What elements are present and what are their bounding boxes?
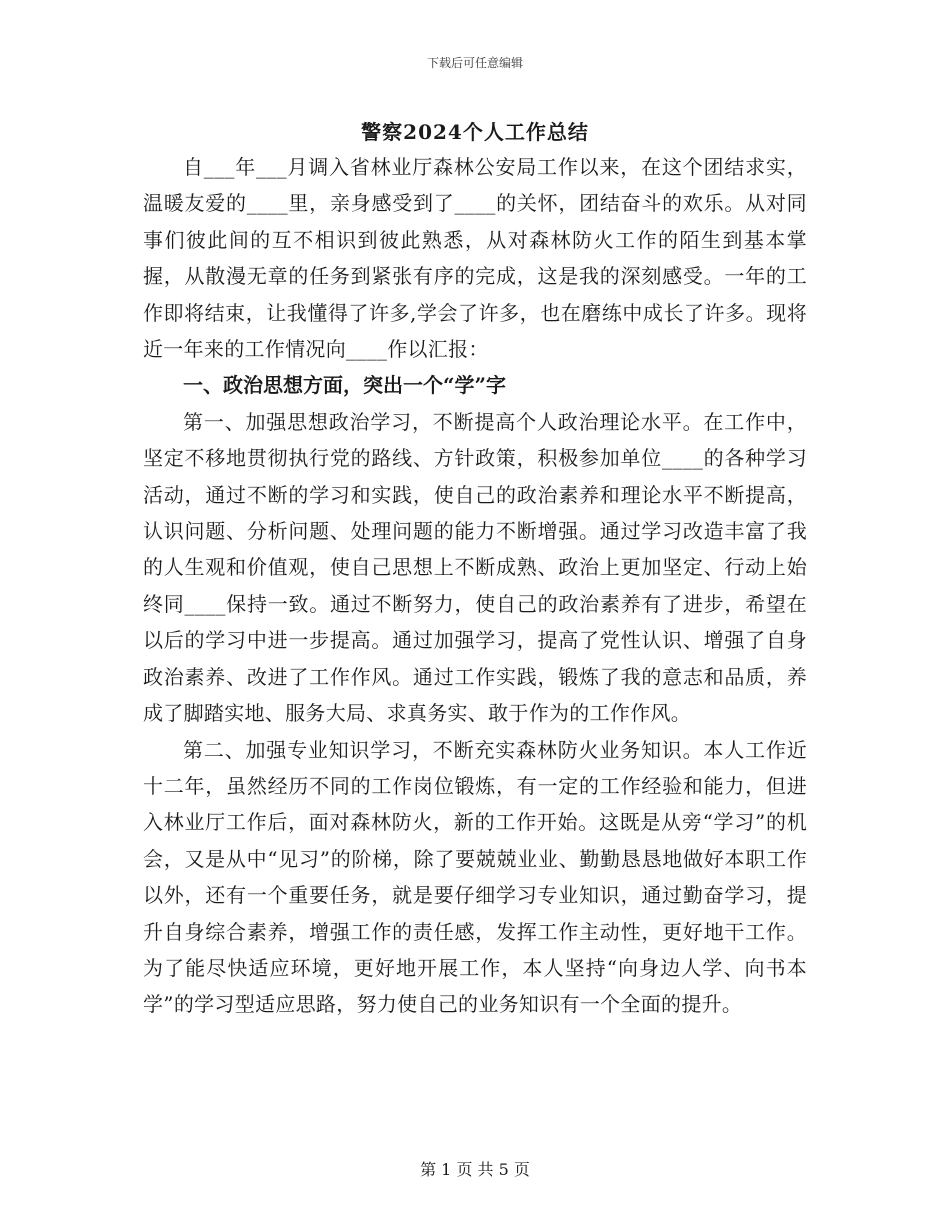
body-paragraph-2: 第二、加强专业知识学习，不断充实森林防火业务知识。本人工作近十二年，虽然经历不同的工作岗位锻炼，有一定的工作经验和能力，但进入林业厅工作后，面对森林防火，新的工作开始。这既是从旁“学习”的机会，又是从中“见习”的阶梯，除了要兢兢业业、勤勤恳恳地做好本职工作以外，还有一个重要任务，就是要仔细学习专业知识，通过勤奋学习，提升自身综合素养，增强工作的责任感，发挥工作主动性，更好地干工作。为了能尽快适应环境，更好地开展工作，本人坚持“向身边人学、向书本学”的学习型适应思路，努力使自己的业务知识有一个全面的提升。 [143,737,807,1017]
document-body [143,149,807,1023]
body-paragraph-1: 第一、加强思想政治学习，不断提高个人政治理论水平。在工作中，坚定不移地贯彻执行党的路线、方针政策，积极参加单位____的各种学习活动，通过不断的学习和实践，使自己的政治素养和理论水平不断提高，认识问题、分析问题、处理问题的能力不断增强。通过学习改造丰富了我的人生观和价值观，使自己思想上不断成熟、政治上更加坚定、行动上始终同____保持一致。通过不断努力，使自己的政治素养有了进步，希望在以后的学习中进一步提高。通过加强学习，提高了党性认识、增强了自身政治素养、改进了工作作风。通过工作实践，锻炼了我的意志和品质，养成了脚踏实地、服务大局、求真务实、敢于作为的工作作风。 [143,409,807,726]
section-heading: 一、政治思想方面，突出一个“学”字 [183,373,507,398]
intro-paragraph: 自___年___月调入省林业厅森林公安局工作以来，在这个团结求实，温暖友爱的____里，亲身感受到了____的关怀，团结奋斗的欢乐。从对同事们彼此间的互不相识到彼此熟悉，从对森林防火工作的陌生到基本掌握，从散漫无章的任务到紧张有序的完成，这是我的深刻感受。一年的工作即将结束，让我懂得了许多,学会了许多，也在磨练中成长了许多。现将近一年来的工作情况向____作以汇报： [143,155,807,362]
page-header-note: 下载后可任意编辑 [426,56,523,70]
document-title: 警察2024个人工作总结 [361,120,589,144]
page-number: 第 1 页 共 5 页 [420,1160,530,1179]
